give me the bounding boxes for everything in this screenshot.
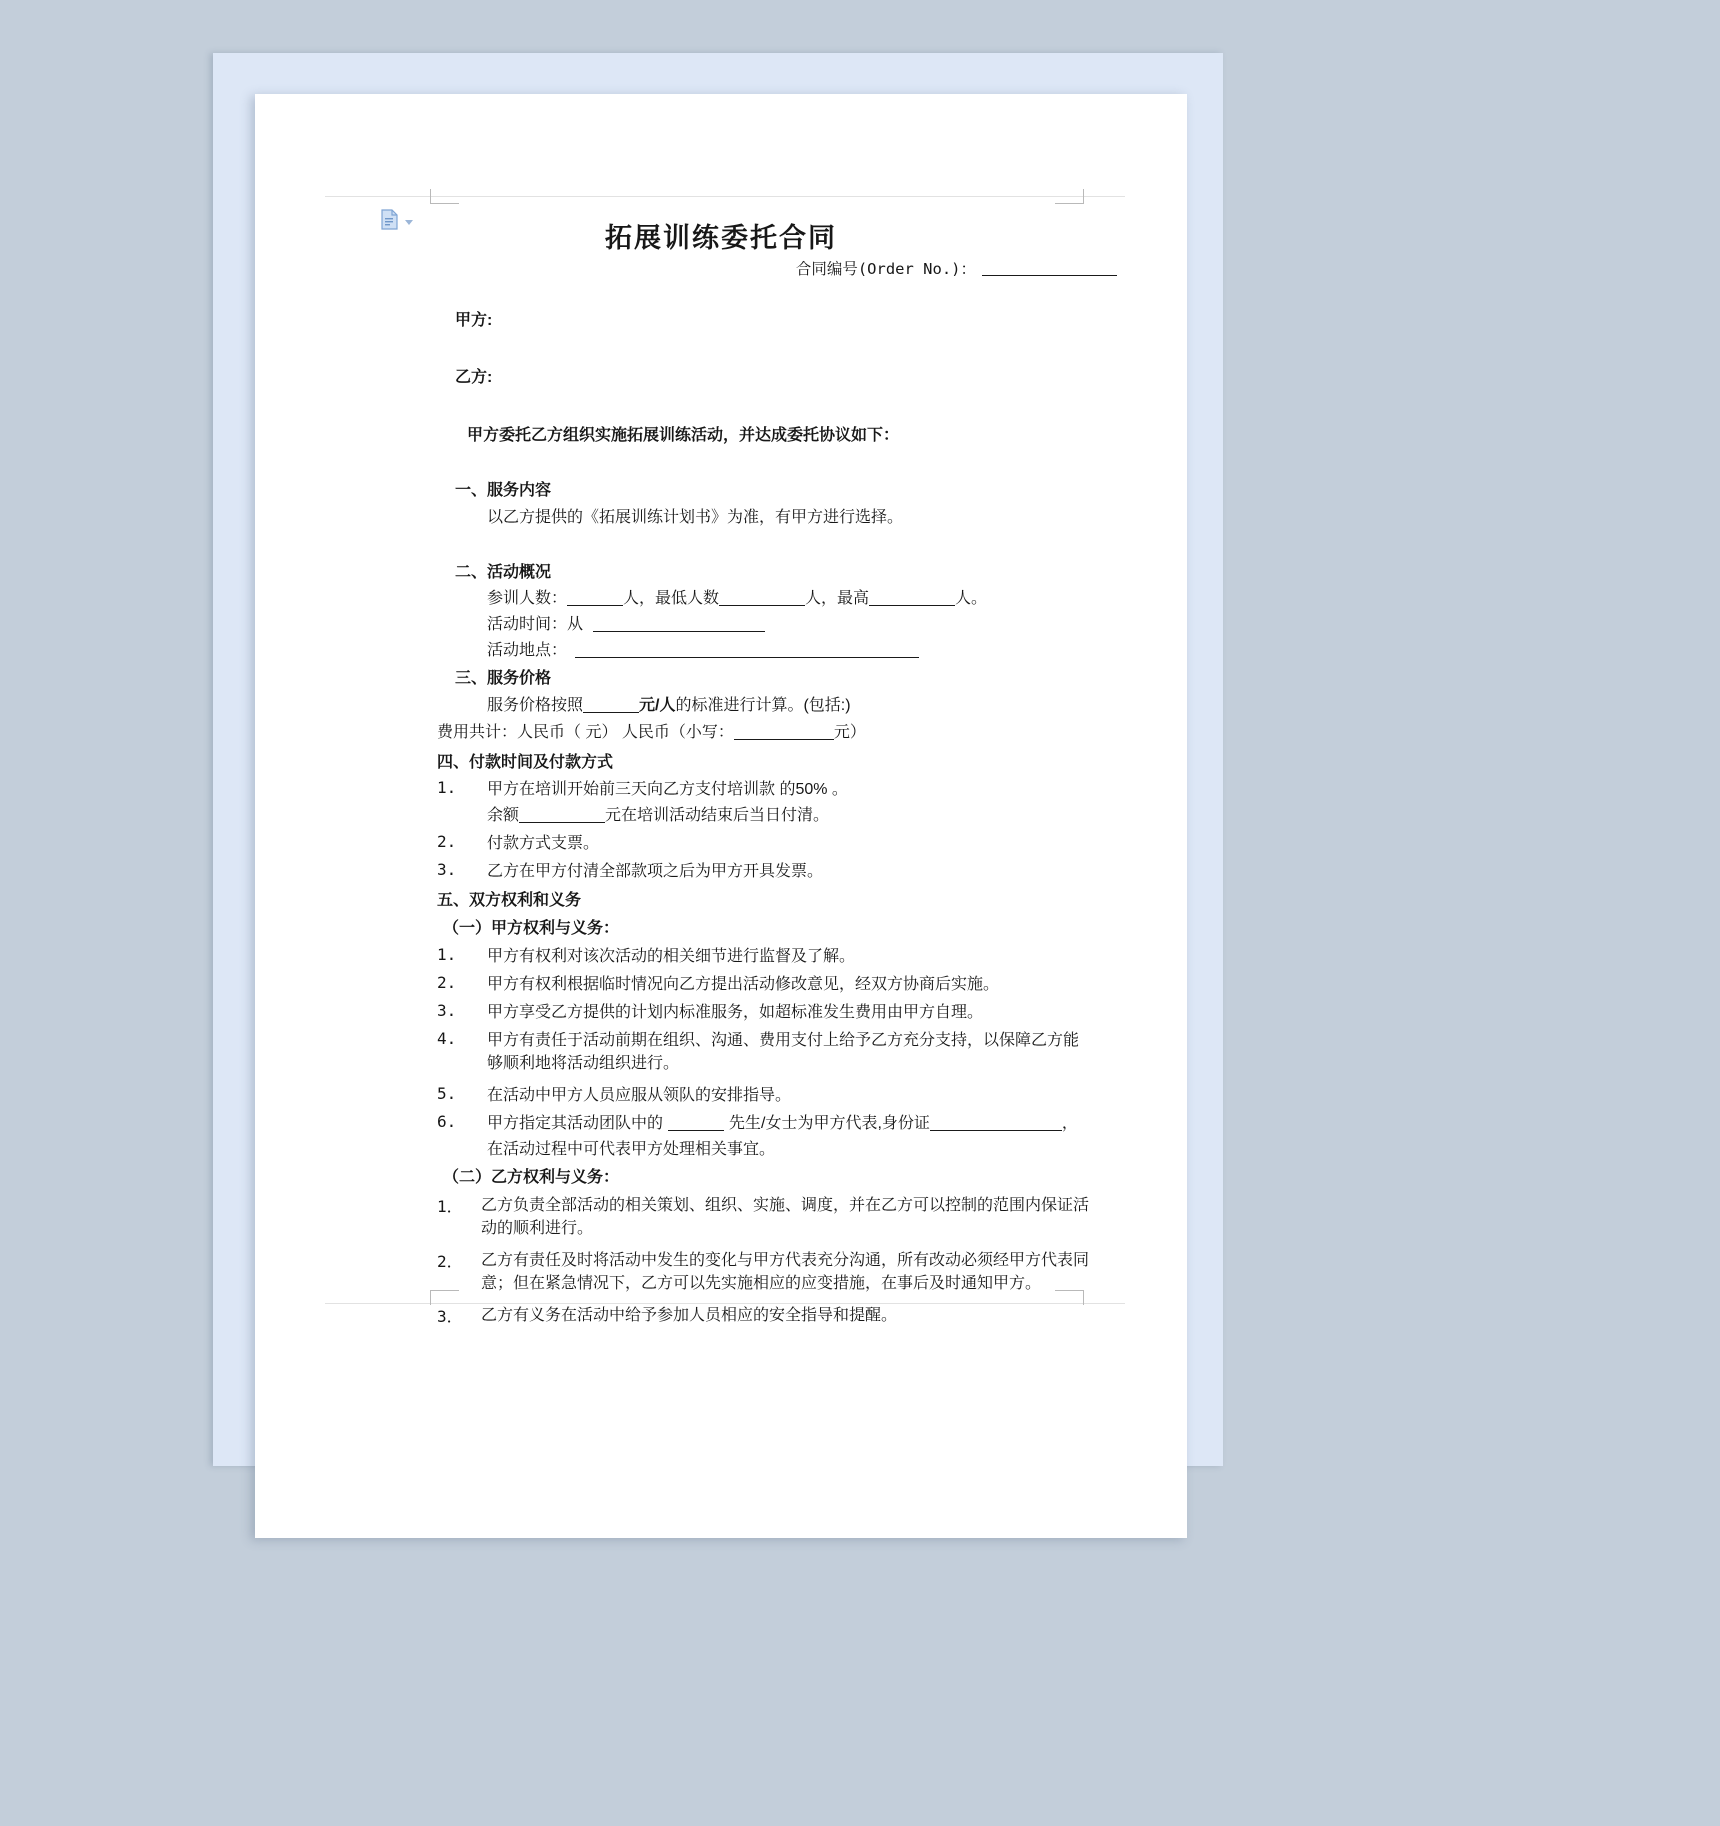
section-5b-item-2-text: 乙方有责任及时将活动中发生的变化与甲方代表充分沟通，所有改动必须经甲方代表同意；但在紧急情况下，乙方可以先实施相应的应变措施，在事后及时通知甲方。 <box>481 1252 1090 1292</box>
section-5a-item-4-number: 4. <box>437 1029 457 1048</box>
balance-suffix: 元在培训活动结束后当日付清。 <box>605 807 830 824</box>
preamble: 甲方委托乙方组织实施拓展训练活动，并达成委托协议如下： <box>467 427 900 444</box>
participants-min-label: 人，最低人数 <box>623 590 720 607</box>
price-unit: 元/人 <box>639 697 676 714</box>
section-2-heading: 二、活动概况 <box>455 564 552 581</box>
representative-suffix: 先生/女士为甲方代表,身份证 <box>729 1115 930 1132</box>
order-no-line <box>255 257 1117 279</box>
participants-label: 参训人数： <box>487 590 568 607</box>
page-title: 拓展训练委托合同 <box>605 223 837 254</box>
price-suffix: 的标准进行计算。(包括:) <box>675 697 851 714</box>
activity-time-label: 活动时间：从 <box>487 616 584 633</box>
section-5-heading: 五、双方权利和义务 <box>437 892 582 909</box>
total-fee-suffix: 元） <box>833 724 866 741</box>
activity-time-blank[interactable] <box>593 631 765 632</box>
section-5a-item-2-text: 甲方有权利根据临时情况向乙方提出活动修改意见，经双方协商后实施。 <box>487 976 1000 993</box>
section-2-time-line <box>487 613 765 636</box>
section-4-item-2-number: 2. <box>437 832 457 851</box>
price-label: 服务价格按照 <box>487 697 584 714</box>
representative-id-blank[interactable] <box>930 1130 1062 1131</box>
section-5a-item-6-line-2: 在活动过程中可代表甲方处理相关事宜。 <box>487 1141 776 1158</box>
section-4-heading: 四、付款时间及付款方式 <box>437 754 614 771</box>
document-page <box>255 94 1187 1538</box>
price-blank[interactable] <box>583 712 639 713</box>
section-5a-item-3-text: 甲方享受乙方提供的计划内标准服务，如超标准发生费用由甲方自理。 <box>487 1004 984 1021</box>
section-4-item-3-text: 乙方在甲方付清全部款项之后为甲方开具发票。 <box>487 863 824 880</box>
section-5b-item-3-number: 3． <box>437 1307 463 1326</box>
section-4-item-3-number: 3. <box>437 860 457 879</box>
total-fee-label: 费用共计：人民币（ 元） 人民币（小写： <box>437 724 734 741</box>
section-5a-heading: （一）甲方权利与义务： <box>443 920 620 937</box>
section-5b-item-2-number: 2． <box>437 1252 463 1271</box>
section-5b-item-3-text: 乙方有义务在活动中给予参加人员相应的安全指导和提醒。 <box>481 1307 898 1324</box>
party-b-label: 乙方: <box>455 369 493 386</box>
representative-name-blank[interactable] <box>668 1130 724 1131</box>
total-fee-blank[interactable] <box>734 739 834 740</box>
participants-min-blank[interactable] <box>719 605 805 606</box>
section-3-total-line <box>437 721 866 744</box>
participants-unit: 人。 <box>955 590 988 607</box>
representative-comma: ， <box>1061 1115 1078 1132</box>
participants-max-label: 人，最高 <box>805 590 870 607</box>
section-3-heading: 三、服务价格 <box>455 670 552 687</box>
section-5a-item-5-text: 在活动中甲方人员应服从领队的安排指导。 <box>487 1087 792 1104</box>
balance-label: 余额 <box>487 807 520 824</box>
section-5a-item-6-line-1 <box>487 1112 1078 1135</box>
activity-place-label: 活动地点： <box>487 642 568 659</box>
section-5a-item-1-text: 甲方有权利对该次活动的相关细节进行监督及了解。 <box>487 948 856 965</box>
section-5b-item-1-text: 乙方负责全部活动的相关策划、组织、实施、调度，并在乙方可以控制的范围内保证活动的顺利进行。 <box>481 1197 1090 1237</box>
order-no-blank[interactable] <box>982 275 1117 276</box>
section-3-price-line <box>487 694 851 717</box>
balance-blank[interactable] <box>519 822 605 823</box>
section-5b-item-1-number: 1． <box>437 1197 463 1216</box>
section-5a-item-1-number: 1. <box>437 945 457 964</box>
party-a-label: 甲方: <box>455 312 493 329</box>
section-4-item-1-number: 1. <box>437 778 457 797</box>
section-5a-item-3-number: 3. <box>437 1001 457 1020</box>
section-5a-item-6-number: 6. <box>437 1112 457 1131</box>
section-2-participants-line <box>487 587 987 610</box>
section-1-text: 以乙方提供的《拓展训练计划书》为准，有甲方进行选择。 <box>487 509 904 526</box>
section-5a-item-2-number: 2. <box>437 973 457 992</box>
participants-max-blank[interactable] <box>869 605 955 606</box>
section-5a-item-4-text: 甲方有责任于活动前期在组织、沟通、费用支付上给予乙方充分支持，以保障乙方能够顺利地将活动组织进行。 <box>487 1032 1080 1072</box>
section-5b-heading: （二）乙方权利与义务： <box>443 1169 620 1186</box>
section-5a-item-5-number: 5. <box>437 1084 457 1103</box>
participants-blank[interactable] <box>567 605 623 606</box>
order-no-label: 合同编号(Order No.)： <box>795 260 976 278</box>
section-2-place-line <box>487 639 919 662</box>
representative-label: 甲方指定其活动团队中的 <box>487 1115 664 1132</box>
section-4-item-1-text: 甲方在培训开始前三天向乙方支付培训款 的50% 。 <box>487 781 848 798</box>
section-4-item-1-text-2 <box>487 804 829 827</box>
section-1-heading: 一、服务内容 <box>455 482 552 499</box>
section-4-item-2-text: 付款方式支票。 <box>487 835 600 852</box>
activity-place-blank[interactable] <box>575 657 919 658</box>
